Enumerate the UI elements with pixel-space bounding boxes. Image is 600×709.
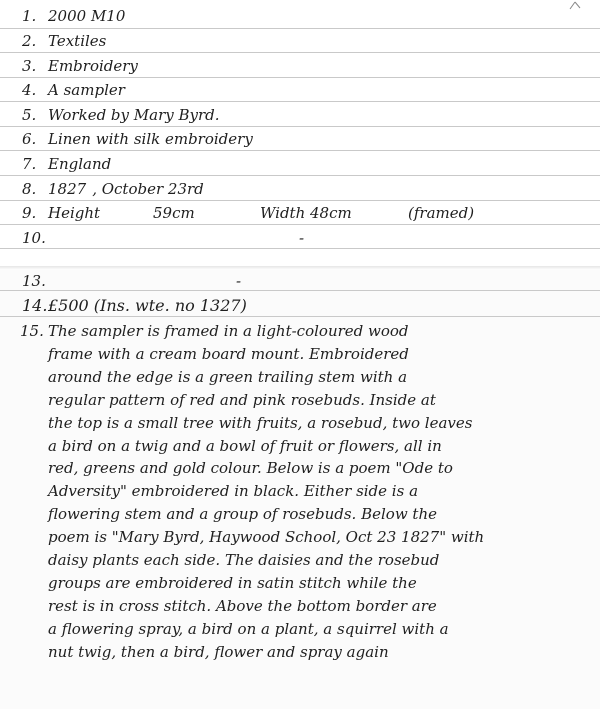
entry-number: 4. [22, 81, 37, 99]
date-day: , October 23rd [92, 180, 204, 198]
entry-line-7 [22, 152, 111, 176]
description-line: daisy plants each side. The daisies and the rosebud [48, 551, 440, 570]
entry-number: 1. [22, 7, 37, 25]
entry-number: 5. [22, 106, 37, 124]
valuation: £500 (Ins. wte. no 1327) [48, 296, 247, 315]
corner-pen-mark [568, 0, 582, 10]
description-line: a flowering spray, a bird on a plant, a squirrel with a [48, 619, 449, 638]
description-line: rest is in cross stitch. Above the bottom border are [48, 596, 437, 615]
description-line: Adversity" embroidered in black. Either side is a [48, 482, 419, 501]
entry-line-5 [22, 103, 220, 127]
description-line: red, greens and gold colour. Below is a poem "Ode to [48, 459, 453, 478]
entry-number: 9. [22, 204, 37, 222]
entry-line-6 [22, 127, 253, 151]
entry-number: 15. [20, 322, 44, 340]
entry-line-8 [22, 177, 204, 201]
place: England [48, 155, 112, 173]
description-line: poem is "Mary Byrd, Haywood School, Oct 23 1827" with [48, 528, 485, 547]
entry-number: 6. [22, 130, 37, 148]
subcategory: Embroidery [48, 57, 138, 75]
description-block [20, 320, 484, 664]
description-line: frame with a cream board mount. Embroidered [48, 344, 409, 363]
object-name: A sampler [48, 81, 125, 99]
entry-line-10 [22, 226, 582, 250]
maker: Worked by Mary Byrd. [48, 106, 220, 124]
entry-number: 2. [22, 32, 37, 50]
entry-line-4 [22, 78, 125, 102]
entry-number: 13. [22, 272, 46, 290]
description-line: the top is a small tree with fruits, a rosebud, two leaves [48, 413, 473, 432]
description-line: around the edge is a green trailing stem with a [48, 367, 408, 386]
entry-line-13 [22, 269, 582, 293]
materials: Linen with silk embroidery [48, 130, 253, 148]
description-line: groups are embroidered in satin stitch while the [48, 573, 417, 592]
entry-line-9 [22, 201, 582, 225]
entry-number: 3. [22, 57, 37, 75]
blank-dash: - [236, 272, 242, 290]
width-value: Width 48cm [260, 204, 352, 222]
category: Textiles [48, 32, 107, 50]
description-line: flowering stem and a group of rosebuds. Below the [48, 505, 437, 524]
description-line: regular pattern of red and pink rosebuds. Inside at [48, 390, 436, 409]
date-year: 1827 [48, 180, 87, 198]
entry-number: 14. [22, 296, 48, 315]
entry-line-1 [22, 4, 125, 28]
entry-line-14 [22, 294, 247, 318]
entry-number: 10. [22, 229, 46, 247]
entry-line-2 [22, 29, 106, 53]
object-number: 2000 M10 [48, 7, 126, 25]
entry-number: 8. [22, 180, 37, 198]
entry-number: 7. [22, 155, 37, 173]
description-line: 15. The sampler is framed in a light-coloured wood [20, 320, 484, 343]
height-label: Height [48, 204, 101, 222]
framed-note: (framed) [408, 204, 475, 222]
entry-line-3 [22, 54, 138, 78]
blank-dash: - [299, 229, 305, 247]
description-line: a bird on a twig and a bowl of fruit or flowers, all in [48, 436, 442, 455]
description-line: nut twig, then a bird, flower and spray again [48, 642, 389, 661]
height-value: 59cm [153, 204, 195, 222]
